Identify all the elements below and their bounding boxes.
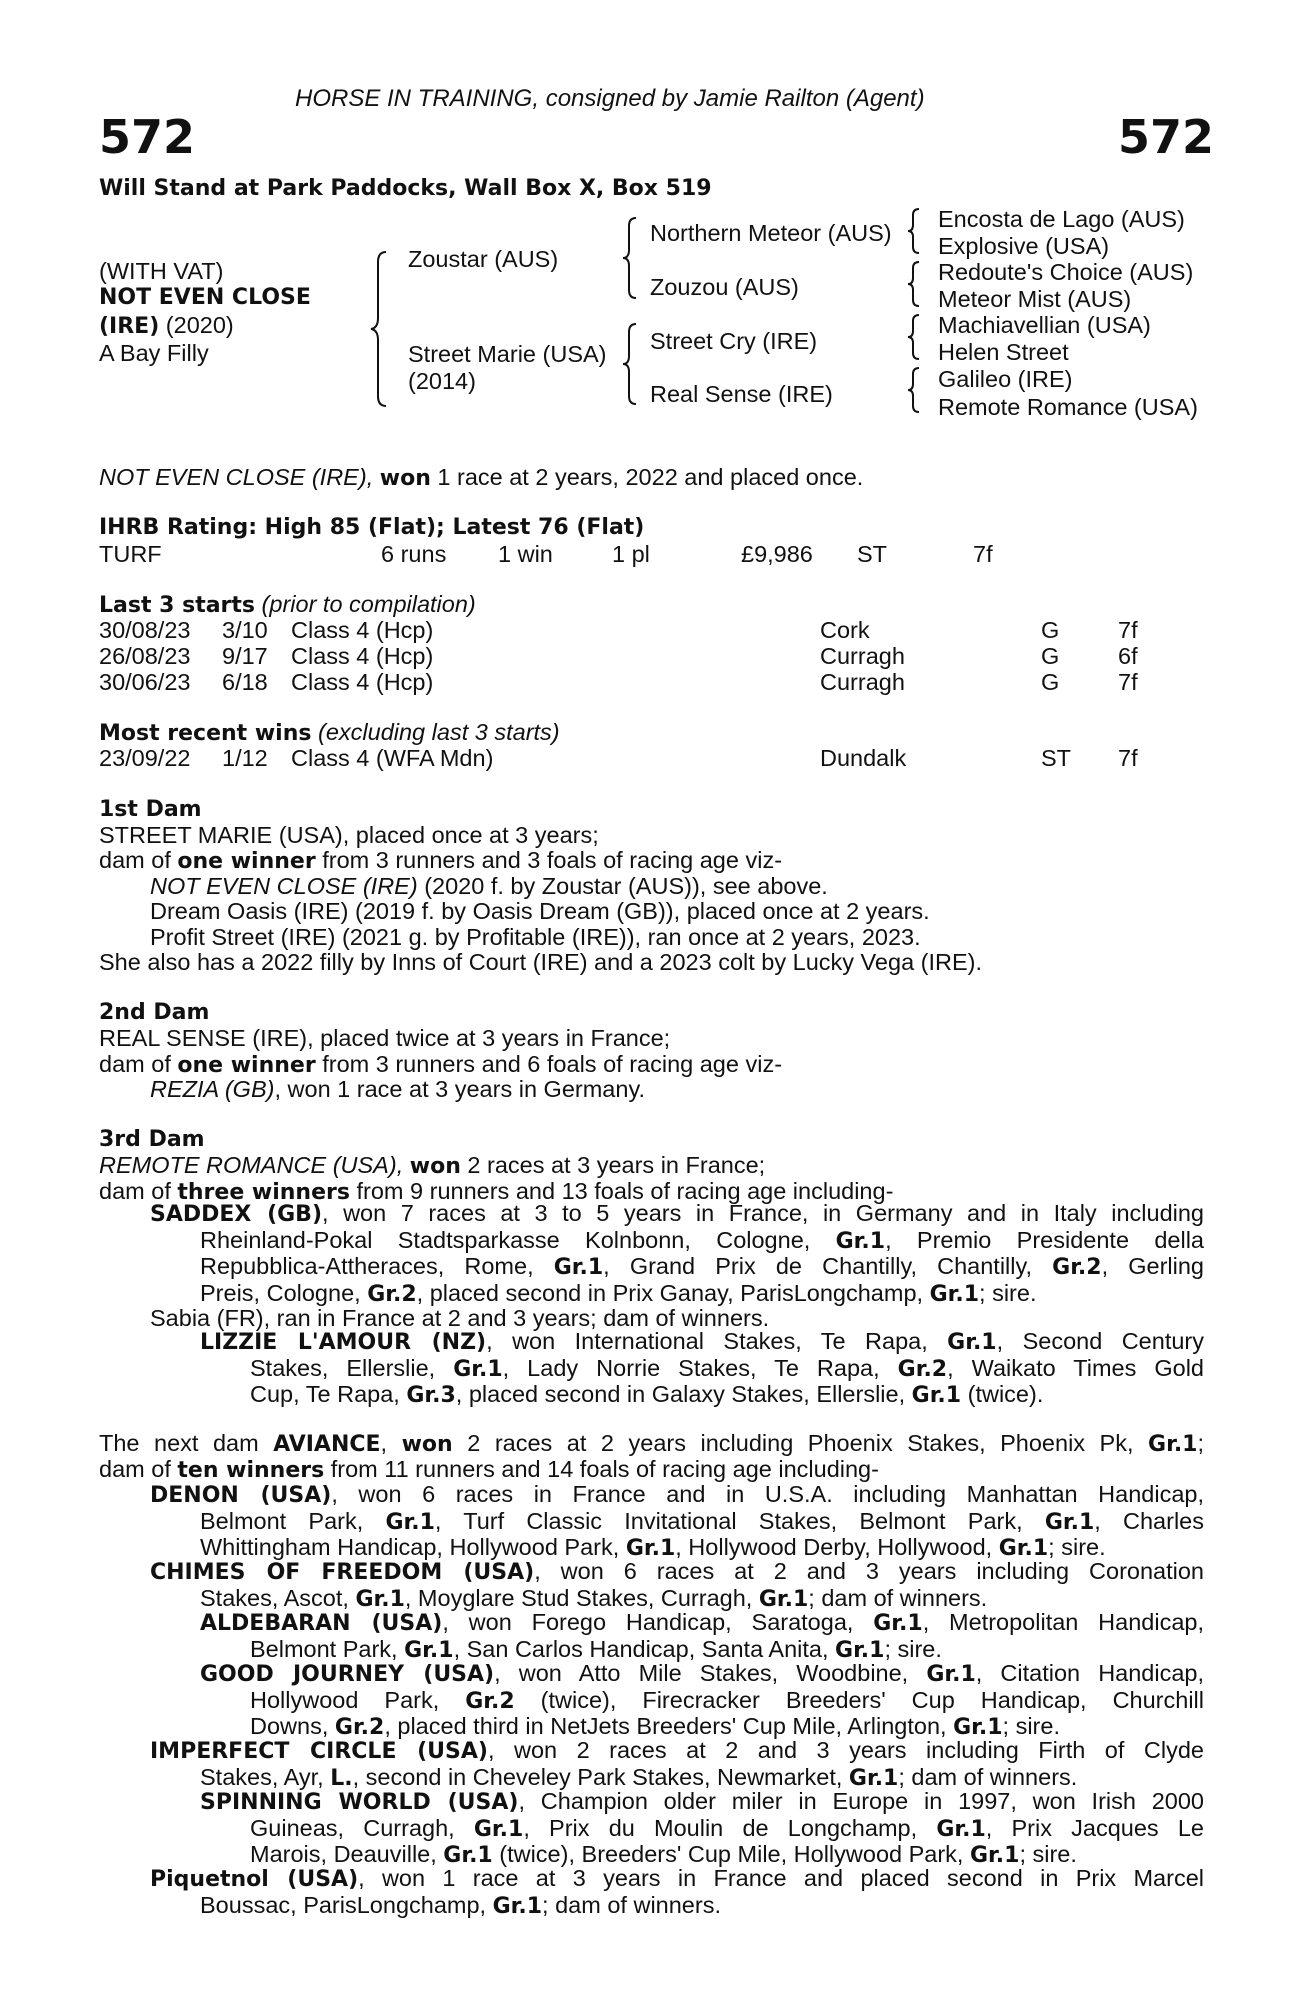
- win-date: 23/09/22: [99, 745, 191, 771]
- third-dam-produce: dam of three winners from 9 runners and 13 foals of racing age including-: [99, 1178, 894, 1205]
- first-dam-produce: dam of one winner from 3 runners and 3 foals of racing age viz-: [99, 847, 783, 874]
- pedigree-ssd: Explosive (USA): [938, 233, 1110, 259]
- lot-number-right: 572: [1118, 110, 1215, 164]
- last-starts-heading: Last 3 starts (prior to compilation): [99, 591, 476, 618]
- start-date: 30/06/23: [99, 669, 191, 695]
- lot-number-left: 572: [99, 110, 196, 164]
- pedigree-sss: Encosta de Lago (AUS): [938, 206, 1185, 232]
- start-date: 26/08/23: [99, 643, 191, 669]
- second-dam-line: REAL SENSE (IRE), placed twice at 3 years in France;: [99, 1025, 671, 1051]
- start-date: 30/08/23: [99, 617, 191, 643]
- rating-wins: 1 win: [498, 541, 553, 567]
- pedigree-brace-sd: [905, 260, 923, 308]
- consignment-subtitle: HORSE IN TRAINING, consigned by Jamie Railton (Agent): [295, 85, 925, 112]
- rating-going: ST: [857, 541, 888, 567]
- recent-wins-heading: Most recent wins (excluding last 3 starts): [99, 719, 560, 746]
- pedigree-main-brace: [368, 250, 392, 408]
- sabia-entry: Sabia (FR), ran in France at 2 and 3 years; dam of winners.: [150, 1305, 770, 1331]
- second-dam-heading: 2nd Dam: [99, 1000, 210, 1025]
- piquetnol-entry: Piquetnol (USA), won 1 race at 3 years in France and placed second in Prix Marcel Boussac, ParisLongchamp, Gr.1; dam of winners.: [150, 1865, 1204, 1919]
- pedigree-dss: Machiavellian (USA): [938, 312, 1151, 338]
- start-course: Curragh: [820, 669, 905, 695]
- start-position: 6/18: [222, 669, 268, 695]
- pedigree-brace-ds: [905, 313, 923, 361]
- pedigree-dam-sire: Street Cry (IRE): [650, 328, 818, 354]
- horse-description: A Bay Filly: [99, 340, 209, 366]
- pedigree-sire-dam: Zouzou (AUS): [650, 274, 799, 300]
- good-journey-entry: GOOD JOURNEY (USA), won Atto Mile Stakes, Woodbine, Gr.1, Citation Handicap, Hollywood Park, Gr.2 (twice), Firecracker Breeders' Cup Handicap, Churchill Downs, Gr.2, placed third in NetJets Breeders' Cup Mile, Arlington, Gr.1; sire.: [200, 1660, 1205, 1741]
- win-course: Dundalk: [820, 745, 907, 771]
- spinning-world-entry: SPINNING WORLD (USA), Champion older miler in Europe in 1997, won Irish 2000 Guineas, Curragh, Gr.1, Prix du Moulin de Longchamp, Gr.1, Prix Jacques Le Marois, Deauville, Gr.1 (twice), Breeders' Cup Mile, Hollywood Park, Gr.1; sire.: [200, 1788, 1204, 1869]
- horse-name: NOT EVEN CLOSE: [99, 285, 311, 310]
- pedigree-dam-brace: [620, 322, 640, 406]
- start-course: Cork: [820, 617, 870, 643]
- start-going: G: [1041, 617, 1060, 643]
- aldebaran-entry: ALDEBARAN (USA), won Forego Handicap, Saratoga, Gr.1, Metropolitan Handicap, Belmont Park, Gr.1, San Carlos Handicap, Santa Anita, Gr.1; sire.: [200, 1609, 1204, 1663]
- pedigree-dds: Galileo (IRE): [938, 366, 1073, 392]
- pedigree-ddd: Remote Romance (USA): [938, 394, 1198, 420]
- start-position: 3/10: [222, 617, 268, 643]
- start-distance: 7f: [1118, 669, 1138, 695]
- pedigree-dam: Street Marie (USA): [408, 341, 607, 367]
- pedigree-brace-ss: [905, 207, 923, 255]
- rating-heading: IHRB Rating: High 85 (Flat); Latest 76 (Flat): [99, 515, 645, 540]
- start-race: Class 4 (Hcp): [291, 617, 434, 643]
- pedigree-sds: Redoute's Choice (AUS): [938, 259, 1194, 285]
- next-dam-produce: dam of ten winners from 11 runners and 14 foals of racing age including-: [99, 1456, 879, 1483]
- start-course: Curragh: [820, 643, 905, 669]
- imperfect-circle-entry: IMPERFECT CIRCLE (USA), won 2 races at 2 and 3 years including Firth of Clyde Stakes, Ayr, L., second in Cheveley Park Stakes, Newmarket, Gr.1; dam of winners.: [150, 1737, 1204, 1791]
- start-race: Class 4 (Hcp): [291, 669, 434, 695]
- chimes-of-freedom-entry: CHIMES OF FREEDOM (USA), won 6 races at 2 and 3 years including Coronation Stakes, Ascot, Gr.1, Moyglare Stud Stakes, Curragh, Gr.1; dam of winners.: [150, 1558, 1204, 1612]
- second-dam-produce: dam of one winner from 3 runners and 6 foals of racing age viz-: [99, 1051, 783, 1078]
- start-going: G: [1041, 669, 1060, 695]
- third-dam-heading: 3rd Dam: [99, 1127, 205, 1152]
- pedigree-sire: Zoustar (AUS): [408, 246, 559, 272]
- pedigree-dam-year: (2014): [408, 368, 476, 394]
- vat-status: (WITH VAT): [99, 258, 224, 284]
- rating-runs: 6 runs: [381, 541, 447, 567]
- pedigree-dam-dam: Real Sense (IRE): [650, 381, 833, 407]
- win-going: ST: [1041, 745, 1072, 771]
- rating-surface: TURF: [99, 541, 162, 567]
- first-dam-foal: NOT EVEN CLOSE (IRE) (2020 f. by Zoustar (AUS)), see above.: [150, 873, 828, 899]
- first-dam-heading: 1st Dam: [99, 797, 202, 822]
- next-dam-line: The next dam AVIANCE, won 2 races at 2 years including Phoenix Stakes, Phoenix Pk, Gr.1;: [99, 1430, 1205, 1457]
- first-dam-line: STREET MARIE (USA), placed once at 3 years;: [99, 822, 599, 848]
- start-distance: 7f: [1118, 617, 1138, 643]
- win-race: Class 4 (WFA Mdn): [291, 745, 494, 771]
- pedigree-sire-sire: Northern Meteor (AUS): [650, 220, 892, 246]
- rating-placed: 1 pl: [612, 541, 650, 567]
- stand-location: Will Stand at Park Paddocks, Wall Box X, Box 519: [99, 176, 712, 201]
- pedigree-sire-brace: [620, 216, 640, 300]
- start-position: 9/17: [222, 643, 268, 669]
- pedigree-sdd: Meteor Mist (AUS): [938, 286, 1132, 312]
- first-dam-foal: Dream Oasis (IRE) (2019 f. by Oasis Dream (GB)), placed once at 2 years.: [150, 898, 930, 924]
- start-distance: 6f: [1118, 643, 1138, 669]
- pedigree-dsd: Helen Street: [938, 339, 1069, 365]
- rating-prize: £9,986: [741, 541, 813, 567]
- lizzie-entry: LIZZIE L'AMOUR (NZ), won International Stakes, Te Rapa, Gr.1, Second Century Stakes, Ellerslie, Gr.1, Lady Norrie Stakes, Te Rapa, Gr.2, Waikato Times Gold Cup, Te Rapa, Gr.3, placed second in Galaxy Stakes, Ellerslie, Gr.1 (twice).: [200, 1328, 1205, 1409]
- second-dam-foal: REZIA (GB), won 1 race at 3 years in Germany.: [150, 1076, 645, 1102]
- rating-distance: 7f: [973, 541, 993, 567]
- denon-entry: DENON (USA), won 6 races in France and in U.S.A. including Manhattan Handicap, Belmont Park, Gr.1, Turf Classic Invitational Stakes, Belmont Park, Gr.1, Charles Whittingham Handicap, Hollywood Park, Gr.1, Hollywood Derby, Hollywood, Gr.1; sire.: [150, 1481, 1204, 1562]
- pedigree-brace-dd: [905, 366, 923, 414]
- start-going: G: [1041, 643, 1060, 669]
- start-race: Class 4 (Hcp): [291, 643, 434, 669]
- first-dam-note: She also has a 2022 filly by Inns of Court (IRE) and a 2023 colt by Lucky Vega (IRE).: [99, 949, 983, 975]
- race-summary: NOT EVEN CLOSE (IRE), won 1 race at 2 years, 2022 and placed once.: [99, 464, 864, 491]
- third-dam-line: REMOTE ROMANCE (USA), won 2 races at 3 years in France;: [99, 1152, 766, 1179]
- horse-name-suffix: (IRE) (2020): [99, 312, 234, 339]
- win-position: 1/12: [222, 745, 268, 771]
- saddex-entry: SADDEX (GB), won 7 races at 3 to 5 years in France, in Germany and in Italy including Rheinland-Pokal Stadtsparkasse Kolnbonn, Cologne, Gr.1, Premio Presidente della Repubblica-Attheraces, Rome, Gr.1, Grand Prix de Chantilly, Chantilly, Gr.2, Gerling Preis, Cologne, Gr.2, placed second in Prix Ganay, ParisLongchamp, Gr.1; sire.: [150, 1200, 1204, 1307]
- win-distance: 7f: [1118, 745, 1138, 771]
- first-dam-foal: Profit Street (IRE) (2021 g. by Profitable (IRE)), ran once at 2 years, 2023.: [150, 924, 921, 950]
